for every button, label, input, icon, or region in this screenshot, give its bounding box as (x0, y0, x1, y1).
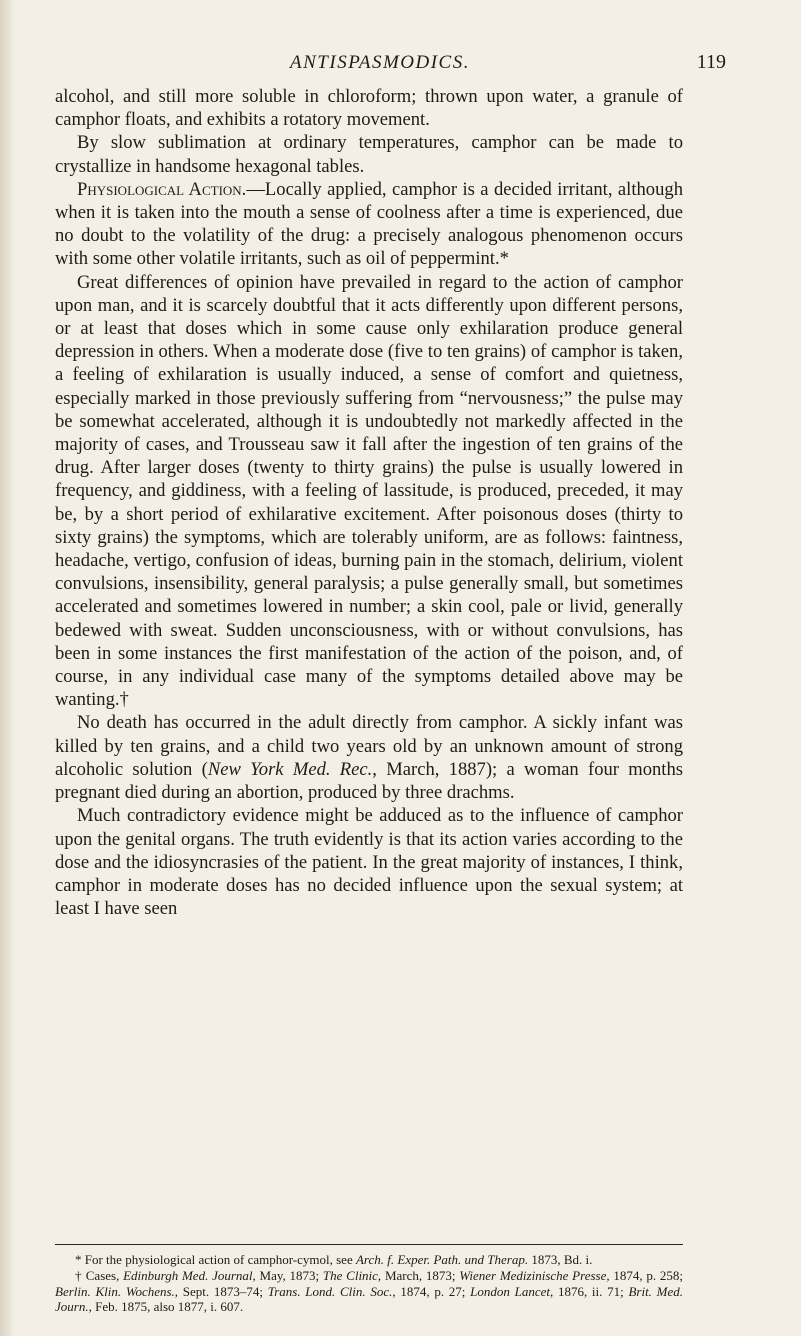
paragraph-5-text-b: , March, 1887); a woman four months pregnant died during an abortion, produced by three drachms. (55, 758, 684, 804)
paragraph-6: Much contradictory evidence might be adduced as to the influence of camphor upon the genital organs. The truth evidently is that its action varies according to the dose and the idiosyncrasies of the patient. In the great majority of instances, I think, camphor in moderate doses has no decided influence upon the sexual system; at least I have seen (55, 805, 683, 920)
footnote-2-text-h: Feb. 1875, also 1877, i. 607. (91, 1299, 244, 1315)
paragraph-5 (55, 711, 683, 804)
footnote-2-text-c: March, 1873; (381, 1267, 460, 1283)
footnote-2-journal-2: The Clinic, (322, 1267, 382, 1283)
footnote-2-journal-7: Brit. Med. Journ., (55, 1283, 683, 1315)
section-heading: Physiological Action. (77, 178, 247, 200)
footnote-rule (55, 1244, 683, 1245)
running-header (50, 48, 750, 78)
footnote-2-text-e: Sept. 1873–74; (178, 1283, 268, 1299)
paragraph-5-text-a: No death has occurred in the adult directly from camphor. A sickly infant was killed by ten grains, and a child two years old by an unknown amount of strong alcoholic solution ( (55, 712, 683, 780)
footnote-1-journal: Arch. f. Exper. Path. und Therap. (355, 1252, 529, 1267)
footnotes (55, 1252, 683, 1315)
footnote-2-text-d: 1874, p. 258; (609, 1267, 683, 1283)
journal-citation: New York Med. Rec. (207, 758, 373, 780)
footnote-2-journal-6: London Lancet, (470, 1283, 554, 1299)
footnote-2-text-f: 1874, p. 27; (395, 1283, 471, 1299)
footnote-2-journal-4: Berlin. Klin. Wochens., (55, 1283, 179, 1299)
paragraph-3-text: —Locally applied, camphor is a decided irritant, although when it is taken into the mouth a sense of coolness after a time is experienced, due no doubt to the volatility of the drug: a precisely analogous phenomenon occurs with some other volatile irritants, such as oil of peppermint.* (55, 178, 683, 270)
footnote-2-journal-5: Trans. Lond. Clin. Soc., (267, 1283, 396, 1299)
page-number: 119 (696, 51, 726, 73)
footnote-1 (55, 1252, 683, 1268)
paragraph-3 (55, 178, 683, 271)
running-title: ANTISPASMODICS. (290, 52, 470, 73)
footnote-2 (55, 1268, 683, 1315)
body-text (55, 85, 683, 920)
footnote-1-text-a: * For the physiological action of camphor-cymol, see (75, 1252, 356, 1267)
footnote-1-text-b: 1873, Bd. i. (528, 1252, 593, 1267)
footnote-2-journal-1: Edinburgh Med. Journal, (123, 1267, 256, 1283)
paragraph-1: alcohol, and still more soluble in chloroform; thrown upon water, a granule of camphor floats, and exhibits a rotatory movement. (55, 86, 683, 131)
paragraph-2: By slow sublimation at ordinary temperatures, camphor can be made to crystallize in handsome hexagonal tables. (55, 132, 683, 177)
footnote-2-journal-3: Wiener Medizinische Presse, (459, 1267, 610, 1283)
paragraph-4: Great differences of opinion have prevailed in regard to the action of camphor upon man, and it is scarcely doubtful that it acts differently upon different persons, or at least that doses which in some cause only exhilaration produce general depression in others. When a moderate dose (five to ten grains) of camphor is taken, a feeling of exhilaration is usually induced, a sense of comfort and quietness, especially marked in those previously suffering from “nervousness;” the pulse may be somewhat accelerated, although it is undoubtedly not markedly affected in the majority of cases, and Trousseau saw it fall after the ingestion of ten grains of the drug. After larger doses (twenty to thirty grains) the pulse is usually lowered in frequency, and giddiness, with a feeling of lassitude, is produced, preceded, it may be, by a short period of exhilarative excitement. After poisonous doses (thirty to sixty grains) the symptoms, which are tolerably uniform, are as follows: faintness, headache, vertigo, confusion of ideas, burning pain in the stomach, delirium, violent convulsions, insensibility, general paralysis; a pulse generally small, but sometimes accelerated and sometimes lowered in number; a skin cool, pale or livid, generally bedewed with sweat. Sudden unconsciousness, with or without convulsions, has been in some instances the first manifestation of the action of the poison, and, of course, in any individual case many of the symptoms detailed above may be wanting.† (55, 271, 683, 711)
page-gutter-shadow (0, 0, 14, 1336)
footnote-2-text-b: May, 1873; (255, 1267, 323, 1283)
footnote-2-text-a: † Cases, (75, 1267, 124, 1283)
footnote-2-text-g: 1876, ii. 71; (553, 1283, 629, 1299)
